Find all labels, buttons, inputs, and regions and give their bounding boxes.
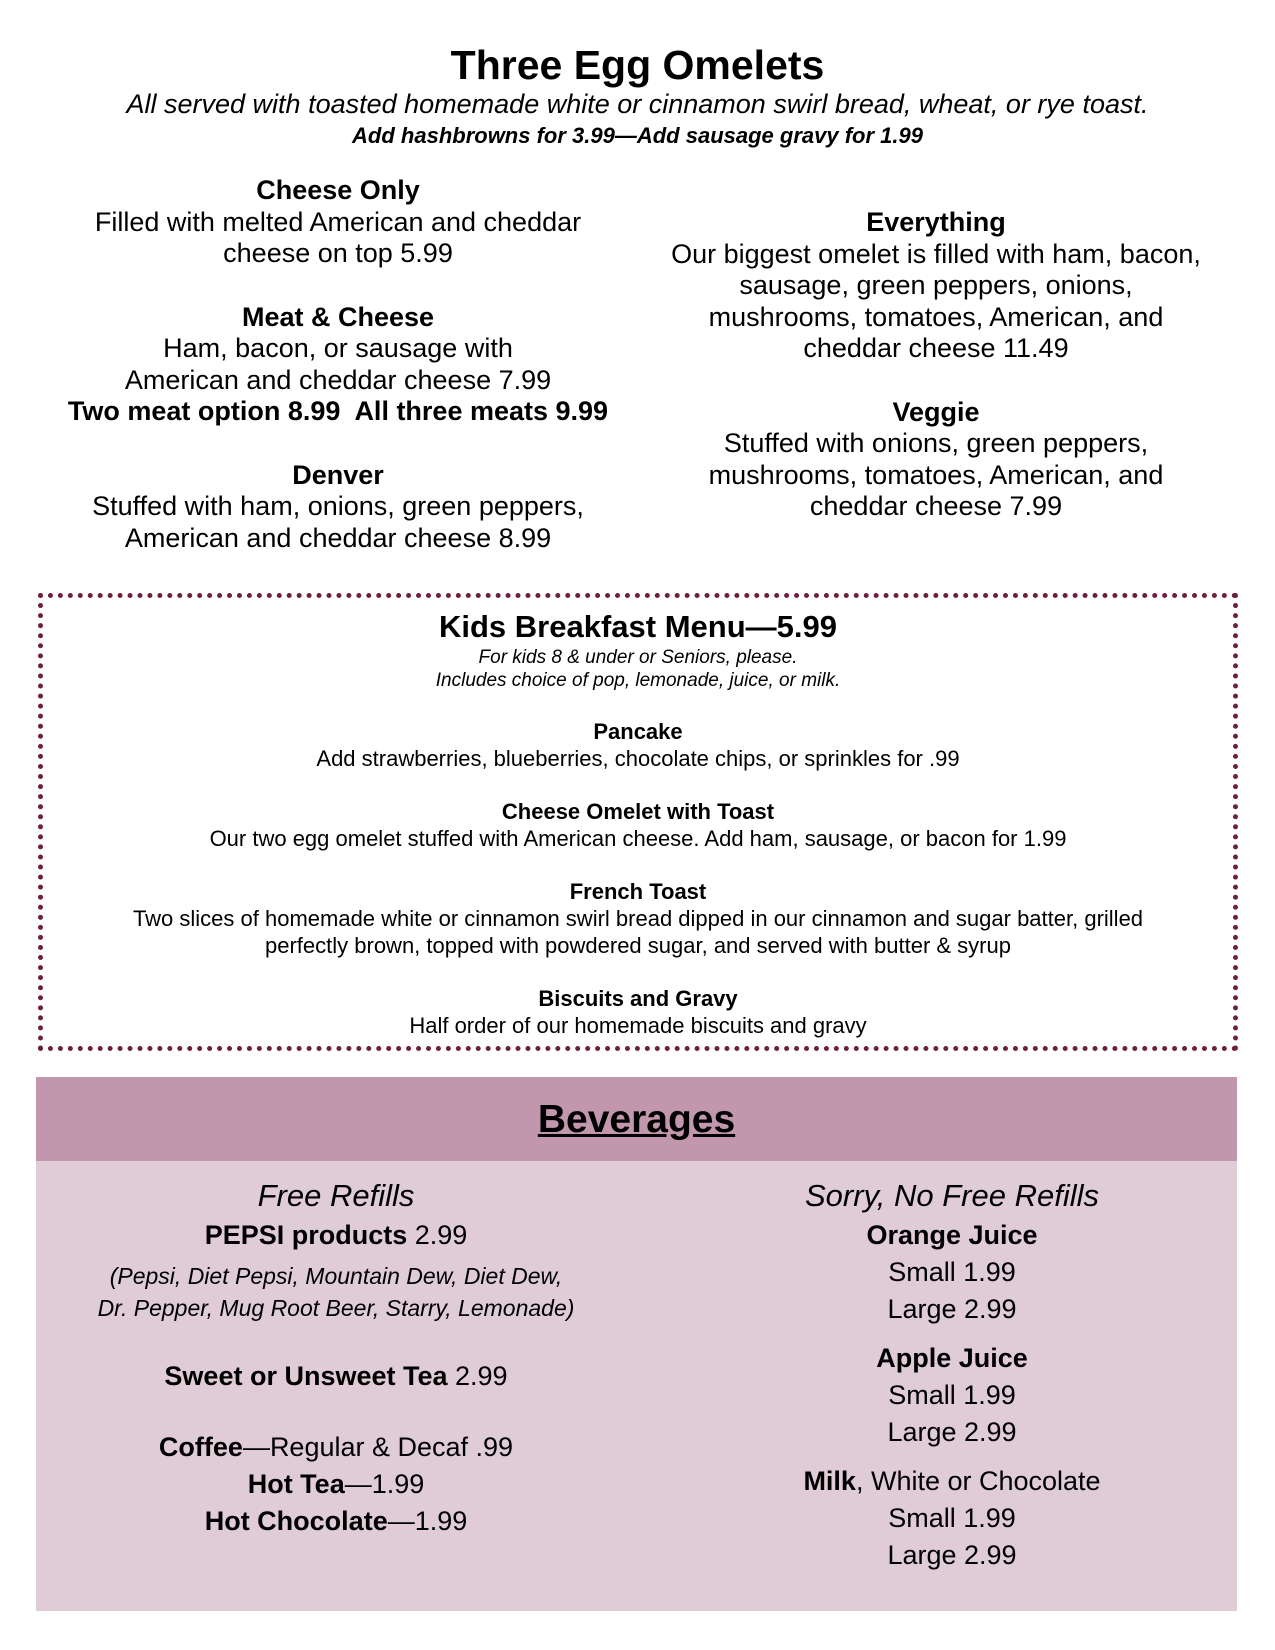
item-desc: sausage, green peppers, onions, [739,270,1133,300]
kids-title: Kids Breakfast Menu—5.99 [439,609,837,644]
item-name: Denver [292,459,384,490]
item-desc: Our two egg omelet stuffed with American cheese. Add ham, sausage, or bacon for 1.99 [209,826,1067,851]
menu-item-veggie [642,397,1230,523]
item-desc: Half order of our homemade biscuits and gravy [409,1013,867,1038]
apple-juice-name: Apple Juice [876,1343,1028,1373]
omelets-left-column [40,175,636,586]
milk-small: Small 1.99 [888,1503,1016,1533]
item-name: Biscuits and Gravy [538,986,738,1011]
pepsi-list: (Pepsi, Diet Pepsi, Mountain Dew, Diet Dew, [109,1263,563,1289]
kids-item-pancake [43,718,1233,772]
item-name: Everything [866,207,1006,237]
free-refills-column [36,1175,636,1540]
pepsi-price: 2.99 [407,1220,468,1250]
menu-item-everything [642,207,1230,365]
item-name: Veggie [892,396,980,427]
item-desc: cheese on top 5.99 [223,238,453,268]
meat-options: Two meat option 8.99 All three meats 9.99 [67,396,609,426]
milk-line [652,1463,1252,1500]
omelets-title: Three Egg Omelets [450,42,825,88]
menu-item-denver [40,460,636,555]
kids-item-french-toast [43,878,1233,959]
orange-juice-large: Large 2.99 [887,1294,1017,1324]
item-desc: Our biggest omelet is filled with ham, bacon, [671,238,1201,269]
beverages-header [36,1077,1237,1161]
beverages-title: Beverages [537,1098,736,1141]
kids-note: Includes choice of pop, lemonade, juice, or milk. [435,670,841,691]
item-name: French Toast [569,879,707,904]
pepsi-line [36,1217,636,1254]
omelets-right-column [642,207,1230,555]
kids-item-biscuits-gravy [43,985,1233,1039]
orange-juice-name: Orange Juice [866,1220,1038,1250]
item-desc: American and cheddar cheese 8.99 [124,522,552,553]
tea-line [36,1358,636,1395]
milk-name: Milk [803,1466,856,1496]
item-desc: cheddar cheese 7.99 [809,491,1063,521]
orange-juice-small: Small 1.99 [888,1257,1016,1287]
no-refills-heading: Sorry, No Free Refills [805,1178,1099,1213]
hot-chocolate-price: —1.99 [387,1506,468,1536]
no-refills-column [652,1175,1252,1574]
item-desc: Filled with melted American and cheddar [94,206,582,237]
item-desc: perfectly brown, topped with powdered sugar, and served with butter & syrup [265,933,1011,958]
omelets-addons: Add hashbrowns for 3.99—Add sausage gravy for 1.99 [352,123,923,148]
omelets-subtitle: All served with toasted homemade white or cinnamon swirl bread, wheat, or rye toast. [126,89,1149,119]
item-desc: Ham, bacon, or sausage with [163,333,513,363]
kids-menu-box [38,593,1238,1051]
coffee-line [36,1429,636,1466]
item-desc: Add strawberries, blueberries, chocolate chips, or sprinkles for .99 [316,746,960,771]
apple-juice-large: Large 2.99 [887,1417,1017,1447]
item-name: Meat & Cheese [241,301,435,332]
pepsi-list: Dr. Pepper, Mug Root Beer, Starry, Lemonade) [97,1295,575,1321]
milk-large: Large 2.99 [887,1540,1017,1570]
item-desc: Stuffed with ham, onions, green peppers, [92,491,584,521]
apple-juice-small: Small 1.99 [888,1380,1016,1410]
item-name: Pancake [593,719,683,744]
item-desc: mushrooms, tomatoes, American, and [708,459,1164,490]
kids-note: For kids 8 & under or Seniors, please. [478,647,798,668]
hot-tea-line [36,1466,636,1503]
menu-item-cheese-only [40,175,636,270]
coffee-desc: —Regular & Decaf .99 [242,1432,514,1462]
hot-tea-price: —1.99 [344,1469,425,1499]
milk-desc: , White or Chocolate [855,1466,1101,1496]
hot-tea-name: Hot Tea [247,1469,345,1499]
coffee-name: Coffee [158,1432,243,1462]
item-desc: cheddar cheese 11.49 [803,333,1069,363]
item-desc: Stuffed with onions, green peppers, [723,428,1149,458]
pepsi-name: PEPSI products [204,1220,408,1250]
hot-chocolate-line [36,1503,636,1540]
free-refills-heading: Free Refills [257,1178,415,1213]
tea-name: Sweet or Unsweet Tea [164,1361,448,1391]
item-desc: Two slices of homemade white or cinnamon swirl bread dipped in our cinnamon and sugar batter, grilled [132,906,1144,931]
beverages-panel [36,1077,1237,1611]
kids-item-cheese-omelet [43,798,1233,852]
tea-price: 2.99 [447,1361,508,1391]
menu-item-meat-cheese [40,302,636,428]
item-desc: mushrooms, tomatoes, American, and [708,301,1164,332]
item-desc: American and cheddar cheese 7.99 [124,364,552,395]
item-name: Cheese Omelet with Toast [501,799,775,824]
item-name: Cheese Only [256,175,420,205]
hot-chocolate-name: Hot Chocolate [204,1506,388,1536]
